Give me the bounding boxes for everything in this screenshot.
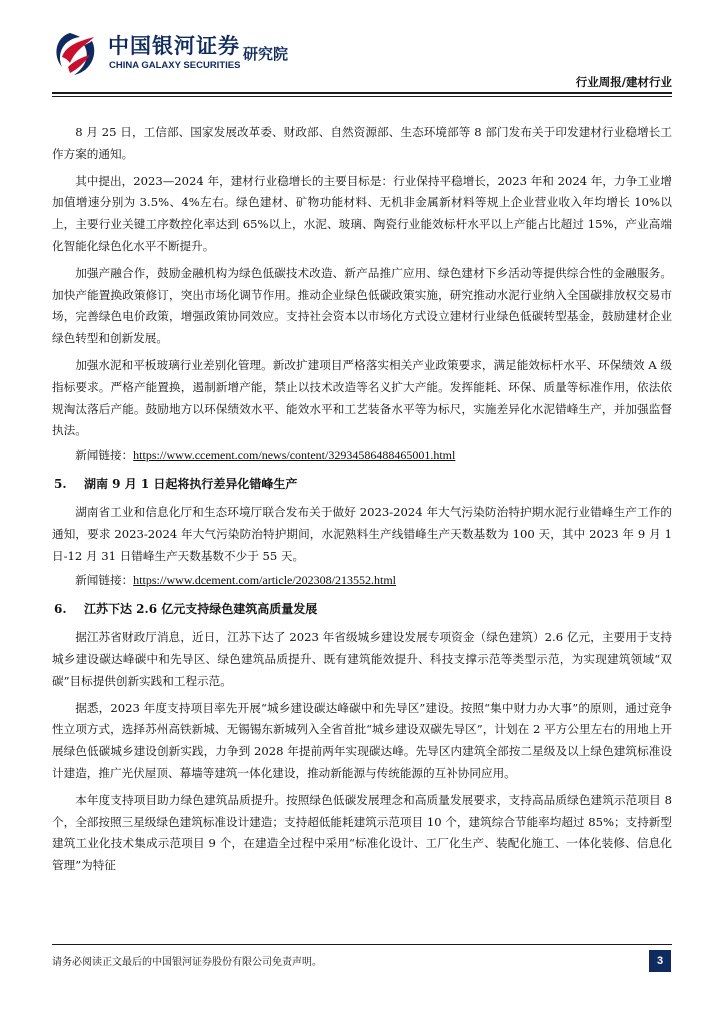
section-heading-5 — [52, 474, 672, 495]
section-heading-6 — [52, 599, 672, 620]
news-link[interactable]: https://www.dcement.com/article/202308/213552.html — [133, 573, 397, 588]
paragraph: 加强水泥和平板玻璃行业差别化管理。新改扩建项目严格落实相关产业政策要求，满足能效标杆水平、环保绩效 A 级指标要求。严格产能置换，遏制新增产能，禁止以技术改造等名义扩大产能。发挥能耗、环保、质量等标准作用，依法依规淘汰落后产能。鼓励地方以环保绩效水平、能效水平和工艺装备水平等为标尺，实施差异化水泥错峰生产，并加强监督执法。 — [52, 357, 672, 438]
footer-rule — [52, 944, 672, 945]
news-link-line — [52, 570, 672, 592]
news-link-line — [52, 445, 672, 467]
page-header — [0, 0, 724, 95]
paragraph: 湖南省工业和信息化厅和生态环境厅联合发布关于做好 2023-2024 年大气污染防治特护期水泥行业错峰生产工作的通知，要求 2023-2024 年大气污染防治特护期间，水泥熟料生产线错峰生产天数基数为 100 天，其中 2023 年 9 月 1 日-12 月 31 日错峰生产天数基数不少于 55 天。 — [52, 504, 672, 563]
company-name-cn: 中国银河证券 — [108, 34, 240, 58]
section-title: 江苏下达 2.6 亿元支持绿色建筑高质量发展 — [84, 602, 318, 617]
paragraph: 其中提出，2023—2024 年，建材行业稳增长的主要目标是：行业保持平稳增长，2023 年和 2024 年，力争工业增加值增速分别为 3.5%、4%左右。绿色建材、矿物功能材料、无机非金属新材料等规上企业营业收入年均增长 10%以上，主要行业关键工序数控化率达到 65%以上，水泥、玻璃、陶瓷行业能效标杆水平以上产能占比超过 15%，产业高端化智能化绿色化水平不断提升。 — [52, 173, 672, 253]
report-type: 行业周报/建材行业 — [575, 75, 672, 89]
report-body — [52, 122, 672, 882]
news-link[interactable]: https://www.ccement.com/news/content/32934586488465001.html — [133, 448, 456, 463]
paragraph: 加强产融合作，鼓励金融机构为绿色低碳技术改造、新产品推广应用、绿色建材下乡活动等提供综合性的金融服务。加快产能置换政策修订，突出市场化调节作用。推动企业绿色低碳政策实施，研究推动水泥行业纳入全国碳排放权交易市场，完善绿色电价政策，增强政策协同效应。支持社会资本以市场化方式设立建材行业绿色低碳转型基金，鼓励建材企业绿色转型和创新发展。 — [52, 265, 672, 346]
institute-label: 研究院 — [243, 45, 289, 63]
header-rule-thin — [52, 96, 672, 97]
news-link-label: 新闻链接： — [75, 573, 134, 588]
section-number: 5. — [54, 476, 67, 491]
page-number: 3 — [649, 950, 671, 972]
disclaimer-text: 请务必阅读正文最后的中国银河证券股份有限公司免责声明。 — [52, 957, 322, 968]
section-title: 湖南 9 月 1 日起将执行差异化错峰生产 — [84, 476, 298, 491]
paragraph: 据悉，2023 年度支持项目率先开展“城乡建设碳达峰碳中和先导区”建设。按照“集中财力办大事”的原则，通过竞争性立项方式，选择苏州高铁新城、无锡锡东新城列入全省首批“城乡建设双碳先导区”，计划在 2 平方公里左右的用地上开展绿色低碳城乡建设创新实践，力争到 2028 年提前两年实现碳达峰。先导区内建筑全部按二星级及以上绿色建筑标准设计建造，推广光伏屋顶、幕墙等建筑一体化建设，推动新能源与传统能源的互补协同应用。 — [52, 700, 672, 780]
header-rule-thick — [52, 92, 672, 94]
company-name-en: CHINA GALAXY SECURITIES — [109, 60, 241, 71]
section-number: 6. — [54, 602, 67, 617]
news-link-label: 新闻链接： — [75, 448, 134, 463]
paragraph: 8 月 25 日，工信部、国家发展改革委、财政部、自然资源部、生态环境部等 8 部门发布关于印发建材行业稳增长工作方案的通知。 — [52, 125, 672, 161]
galaxy-logo-icon — [50, 27, 104, 81]
paragraph: 本年度支持项目助力绿色建筑品质提升。按照绿色低碳发展理念和高质量发展要求，支持高品质绿色建筑示范项目 8 个，全部按照三星级绿色建筑标准设计建造；支持超低能耗建筑示范项目 10 个，建筑综合节能率均超过 85%；支持新型建筑工业化技术集成示范项目 9 个，在建造全过程中采用“标准化设计、工厂化生产、装配化施工、一体化装修、信息化管理”为特征 — [52, 792, 672, 873]
paragraph: 据江苏省财政厅消息，近日，江苏下达了 2023 年省级城乡建设发展专项资金（绿色建筑）2.6 亿元，主要用于支持城乡建设碳达峰碳中和先导区、绿色建筑品质提升、既有建筑能效提升、科技支撑示范等类型示范，为实现建筑领域“双碳”目标提供创新实践和工程示范。 — [52, 630, 672, 688]
